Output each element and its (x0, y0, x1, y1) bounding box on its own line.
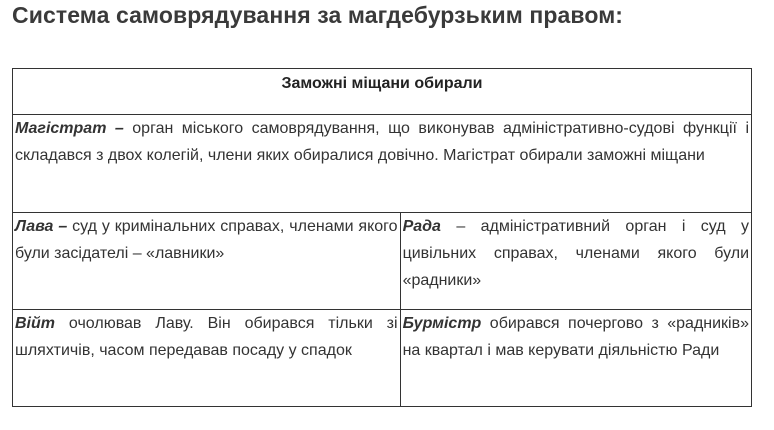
table-header-cell: Заможні міщани обирали (13, 69, 752, 115)
lava-term: Лава (15, 218, 54, 235)
magistrat-description: орган міського самоврядування, що виконував адміністративно-судові функції і складався з двох колегій, члени яких обиралися довічно. Магістрат обирали заможні міщани (15, 120, 749, 164)
rada-description: адміністративний орган і суд у цивільних справах, членами якого були «радники» (402, 218, 749, 289)
burmistr-dash (481, 315, 489, 332)
rada-dash: – (440, 218, 481, 235)
burmistr-cell (400, 310, 751, 407)
table-row (13, 310, 752, 407)
viit-cell (13, 310, 401, 407)
rada-cell (400, 213, 751, 310)
lava-description: суд у кримінальних справах, членами якого були засідателі – «лавники» (15, 218, 398, 262)
self-government-table (12, 68, 752, 407)
table-row (13, 213, 752, 310)
magistrat-cell (13, 115, 752, 213)
lava-cell (13, 213, 401, 310)
viit-description: очолював Лаву. Він обирався тільки зі шляхтичів, часом передавав посаду у спадок (15, 315, 398, 359)
viit-term: Війт (15, 315, 55, 332)
viit-dash (55, 315, 69, 332)
magistrat-dash: – (106, 120, 133, 137)
rada-term: Рада (402, 218, 441, 235)
burmistr-description: обирався почергово з «радників» на квартал і мав керувати діяльністю Ради (402, 315, 749, 359)
table-header-row (13, 69, 752, 115)
lava-dash: – (53, 218, 73, 235)
burmistr-term: Бурмістр (402, 315, 482, 332)
magistrat-term: Магістрат (15, 120, 107, 137)
table-row (13, 115, 752, 213)
page-title: Система самоврядування за магдебурзьким правом: (12, 2, 624, 28)
